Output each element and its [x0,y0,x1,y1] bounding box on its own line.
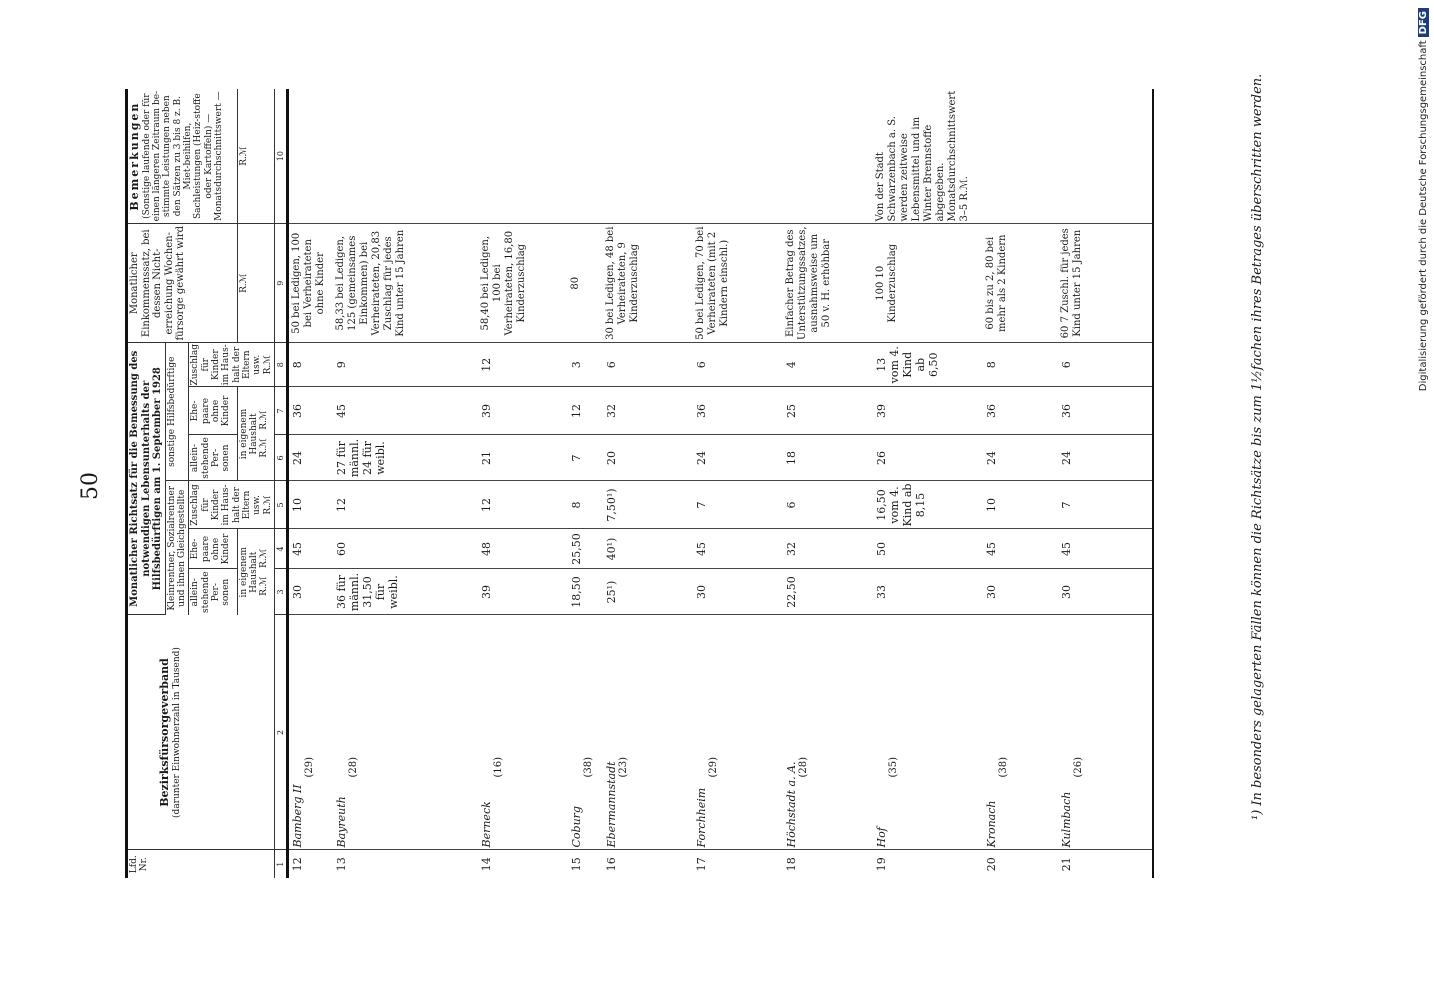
verband-name: Ebermannstadt [604,761,618,848]
header-zuschlag-b [189,342,275,387]
value-c6: 20 [603,435,693,481]
verband-cell [478,615,568,850]
value-c4: 40¹) [603,529,693,569]
verband-population: (29) [304,756,316,778]
verband-name: Bayreuth [334,796,348,848]
verband-name: Bamberg II [291,784,305,848]
value-c5: 6 [783,481,873,529]
verband-cell [333,615,478,850]
table-row [1058,89,1153,878]
header-verband-title: Bezirksfürsorgeverband [158,658,171,807]
value-c7: 36 [983,387,1058,435]
value-c4: 48 [478,529,568,569]
table-row [983,89,1058,878]
value-c7: 36 [1058,387,1153,435]
value-c5: 7,50¹) [603,481,693,529]
value-c4: 45 [288,529,333,569]
page-number: 50 [78,472,103,500]
header-bemerkungen-title: Bemerkungen [128,101,141,211]
dfg-logo: DFG [1418,8,1429,37]
verband-name: Kulmbach [1059,791,1073,848]
row-number: 20 [984,857,998,872]
header-eigener-haushalt-a-unit [259,531,269,615]
header-eigener-haushalt-b-unit [259,389,269,480]
value-c3: 30 [1058,569,1153,615]
value-c8: 6 [603,342,693,387]
value-c5: 12 [333,481,478,529]
header-zuschlag-b-unit: R.ℳ [262,355,273,375]
verband-name: Forchheim [694,787,708,848]
row-number: 19 [874,857,888,872]
value-c7: 25 [783,387,873,435]
einkommenssatz-cell: 30 bei Ledigen, 48 bei Verheirateten, 9 Kinderzuschlag [603,224,693,342]
value-c6: 24 [983,435,1058,481]
colnum: 10 [274,89,287,224]
header-bemerkungen [127,89,238,224]
bemerkung-cell [693,89,783,224]
unit-rm: R.ℳ [259,576,270,596]
value-c4: 60 [333,529,478,569]
value-c6: 18 [783,435,873,481]
colnum: 9 [274,224,287,342]
row-number: 12 [291,857,305,872]
value-c7: 12 [568,387,603,435]
header-ehepaare-a: Ehe-paare ohne Kinder [189,529,238,569]
footnote: ¹) In besonders gelagerten Fällen können die Richtsätze bis zum 1½fachen ihres Betrages überschritten werden. [1250,73,1265,820]
value-c5: 12 [478,481,568,529]
header-eigener-haushalt-b [237,387,274,481]
value-c7: 36 [693,387,783,435]
value-c3: 33 [873,569,983,615]
colnum: 1 [274,850,287,878]
value-c8: 6 [693,342,783,387]
header-verband [127,615,275,850]
einkommenssatz-cell: 58,40 bei Ledigen, 100 bei Verheirateten, 16,80 Kinderzuschlag [478,224,568,342]
value-c8: 9 [333,342,478,387]
value-c5: 16,50 vom 4. Kind ab 8,15 [873,481,983,529]
colnum: 4 [274,529,287,569]
value-c6: 21 [478,435,568,481]
verband-cell [288,615,333,850]
value-c5: 7 [693,481,783,529]
value-c6: 24 [693,435,783,481]
colnum: 8 [274,342,287,387]
bemerkung-cell [783,89,873,224]
value-c6: 27 für männl. 24 für weibl. [333,435,478,481]
colnum: 3 [274,569,287,615]
header-kleinrentner: Kleinrentner, Sozialrentner und ihnen Gleichgestellte [165,481,189,615]
value-c4: 25,50 [568,529,603,569]
header-zuschlag-b-text: Zuschlag für Kinder im Haus-halt der Eltern usw. [190,343,263,386]
value-c4: 32 [783,529,873,569]
verband-population: (26) [1072,756,1084,778]
table-row [693,89,783,878]
value-c8: 3 [568,342,603,387]
sidebar-credit [1418,8,1429,1008]
bemerkung-cell [1058,89,1153,224]
colnum: 5 [274,481,287,529]
bemerkung-cell [983,89,1058,224]
verband-cell [603,615,693,850]
row-number: 15 [569,857,583,872]
value-c4: 45 [693,529,783,569]
verband-cell [873,615,983,850]
row-number: 18 [784,857,798,872]
header-sonstige: sonstige Hilfsbedürftige [165,342,189,481]
row-number: 14 [479,857,493,872]
verband-population: (23) [617,756,629,778]
table-row [288,89,333,878]
verband-population: (38) [582,756,594,778]
header-richtsatz: Monatlicher Richtsatz für die Bemessung des notwendigen Lebensunterhalts der Hilfsbedürftigen am 1. September 1928 [127,342,166,615]
row-number: 13 [334,857,348,872]
header-lfd-nr: Lfd. Nr. [127,850,275,878]
einkommenssatz-cell: 50 bei Ledigen, 70 bei Verheirateten (mit 2 Kindern einschl.) [693,224,783,342]
bemerkung-cell [288,89,333,224]
einkommenssatz-cell: Einfacher Betrag des Unterstützungssatzes, ausnahmsweise um 50 v. H. erhöhbar [783,224,873,342]
einkommenssatz-cell: 60 bis zu 2, 80 bei mehr als 2 Kindern [983,224,1058,342]
value-c5: 10 [983,481,1058,529]
table-row [478,89,568,878]
value-c3: 30 [693,569,783,615]
verband-population: (28) [347,756,359,778]
colnum: 7 [274,387,287,435]
row-number: 17 [694,857,708,872]
header-zuschlag-a [189,481,275,529]
value-c7: 39 [478,387,568,435]
value-c6: 24 [1058,435,1153,481]
verband-population: (38) [997,756,1009,778]
einkommenssatz-cell: 58,33 bei Ledigen, 125 (gemeinsames Einkommen) bei Verheirateten, 20,83 Zuschlag für jedes Kind unter 15 Jahren [333,224,478,342]
header-eigener-haushalt-b-text: in eigenem Haushalt [238,408,260,460]
verband-population: (16) [492,756,504,778]
value-c7: 45 [333,387,478,435]
verband-name: Coburg [569,806,583,848]
value-c3: 22,50 [783,569,873,615]
header-ehepaare-b: Ehe-paare ohne Kinder [189,387,238,435]
value-c8: 12 [478,342,568,387]
table-row [603,89,693,878]
verband-cell [783,615,873,850]
header-allein-a: allein-stehende Per-sonen [189,569,238,615]
value-c7: 39 [873,387,983,435]
unit-rm: R.ℳ [259,548,270,568]
value-c3: 18,50 [568,569,603,615]
verband-cell [1058,615,1153,850]
value-c3: 30 [983,569,1058,615]
value-c6: 24 [288,435,333,481]
value-c3: 39 [478,569,568,615]
value-c6: 7 [568,435,603,481]
verband-name: Höchstadt a. A. [784,761,798,848]
table-row [568,89,603,878]
sidebar-text: Digitalisierung gefördert durch die Deutsche Forschungsgemeinschaft [1418,40,1429,392]
table-row [873,89,983,878]
header-bemerkungen-text: (Sonstige laufende oder für einen längeren Zeitraum be-stimmte Leistungen neben den Sätzen zu 3 bis 8 z. B. Miet-beihilfen, Sachleistungen (Heiz-stoffe oder Kartoffeln) — Monatsdurchschnittswert — [141,90,225,222]
value-c4: 45 [983,529,1058,569]
value-c6: 26 [873,435,983,481]
table-body [288,89,1153,878]
value-c4: 50 [873,529,983,569]
verband-cell [983,615,1058,850]
header-unit-9: R.ℳ [237,224,274,342]
richtsatz-table [125,89,1154,878]
einkommenssatz-cell: 60 7 Zuschl. für jedes Kind unter 15 Jahren [1058,224,1153,342]
colnum: 2 [274,615,287,850]
bemerkung-cell [568,89,603,224]
row-number: 21 [1058,850,1153,878]
verband-population: (28) [797,756,809,778]
value-c3: 36 für männl. 31,50 für weibl. [333,569,478,615]
value-c3: 30 [288,569,333,615]
header-zuschlag-a-text: Zuschlag für Kinder im Haus-halt der Eltern usw. [190,484,263,526]
verband-population: (35) [887,756,899,778]
value-c5: 8 [568,481,603,529]
header-unit-10: R.ℳ [237,89,274,224]
verband-cell [693,615,783,850]
bemerkung-cell [333,89,478,224]
colnum: 6 [274,435,287,481]
row-number: 16 [604,857,618,872]
header-eigener-haushalt-a [237,529,274,615]
value-c7: 32 [603,387,693,435]
bemerkung-cell: Von der Stadt Schwarzenbach a. S. werden zeitweise Lebensmittel und im Winter Brennstoffe abgegeben. Monatsdurchschnittswert 3–5 R.ℳ. [873,89,983,224]
verband-name: Berneck [479,801,493,848]
value-c8: 8 [288,342,333,387]
value-c5: 7 [1058,481,1153,529]
header-zuschlag-a-unit: R.ℳ [262,495,273,515]
bemerkung-cell [603,89,693,224]
verband-cell [568,615,603,850]
header-einkommenssatz: Monatlicher Einkommenssatz, bei dessen Nicht-erreichung Wochen-fürsorge gewährt wird [127,224,238,342]
unit-rm: R.ℳ [259,410,270,430]
einkommenssatz-cell: 50 bei Ledigen, 100 bei Verheirateten ohne Kinder [288,224,333,342]
table-row [333,89,478,878]
value-c8: 13 vom 4. Kind ab 6,50 [873,342,983,387]
verband-population: (29) [707,756,719,778]
value-c8: 8 [983,342,1058,387]
table-row [783,89,873,878]
value-c4: 45 [1058,529,1153,569]
value-c8: 4 [783,342,873,387]
value-c8: 6 [1058,342,1153,387]
bemerkung-cell [478,89,568,224]
value-c5: 10 [288,481,333,529]
header-allein-b: allein-stehende Per-sonen [189,435,238,481]
unit-rm: R.ℳ [259,438,270,458]
verband-name: Hof [874,827,888,848]
value-c7: 36 [288,387,333,435]
header-verband-sub: (darunter Einwohnerzahl in Tausend) [171,647,182,818]
header-eigener-haushalt-a-text: in eigenem Haushalt [238,547,260,598]
einkommenssatz-cell: 80 [568,224,603,342]
verband-name: Kronach [984,800,998,848]
einkommenssatz-cell: 100 10 Kinderzuschlag [873,224,983,342]
value-c3: 25¹) [603,569,693,615]
